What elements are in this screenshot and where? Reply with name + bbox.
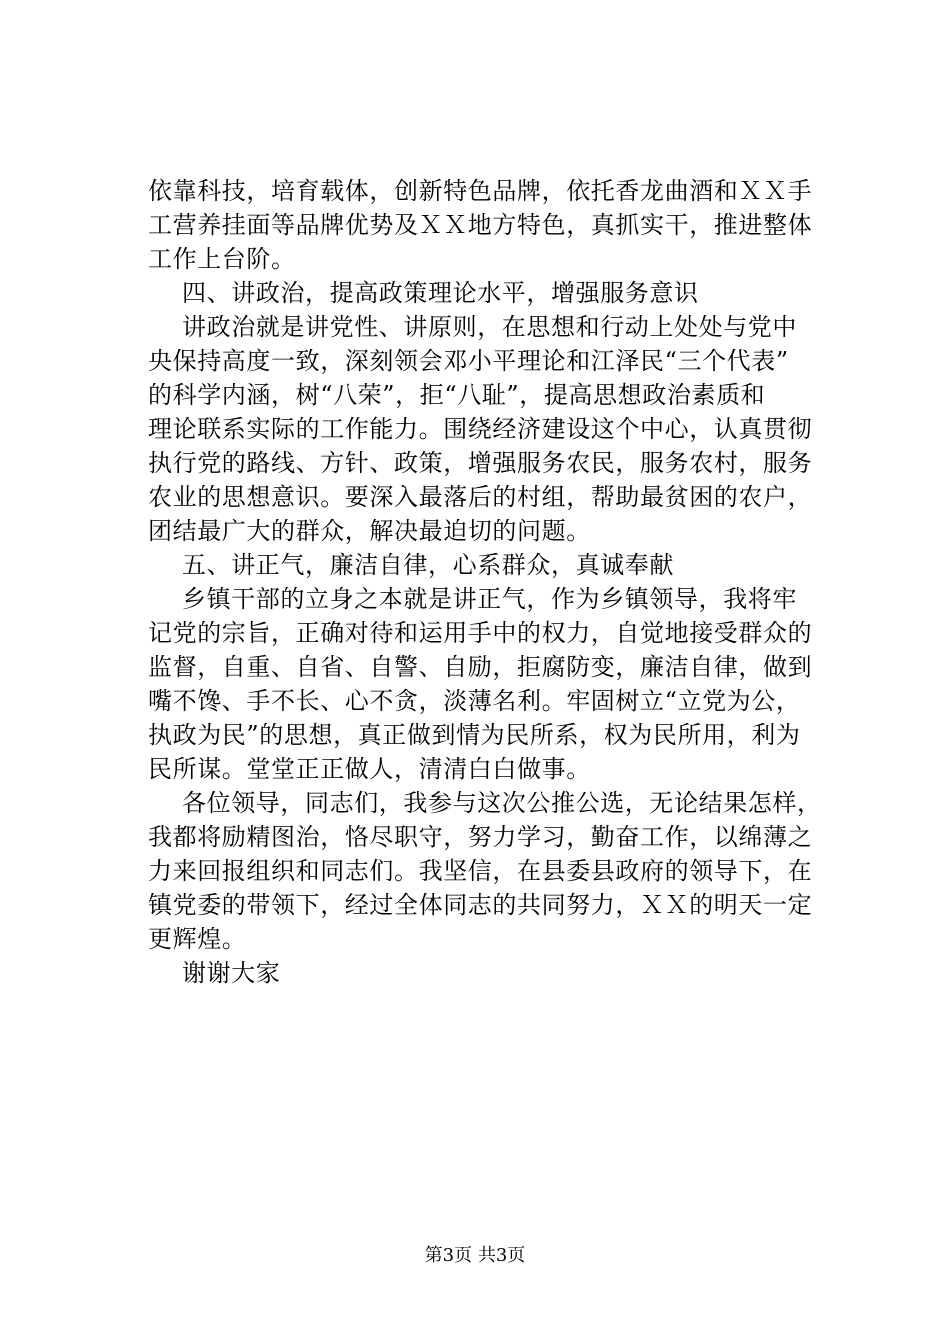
text-line: 我都将励精图治，恪尽职守，努力学习，勤奋工作，以绵薄之 bbox=[148, 823, 813, 851]
text-line: 执行党的路线、方针、政策，增强服务农民，服务农村，服务 bbox=[148, 449, 813, 477]
section-heading: 五、讲正气，廉洁自律，心系群众，真诚奉献 bbox=[182, 551, 674, 579]
text-line: 央保持高度一致，深刻领会邓小平理论和江泽民“三个代表” bbox=[148, 347, 789, 375]
document-body bbox=[148, 174, 838, 990]
text-line: 乡镇干部的立身之本就是讲正气，作为乡镇领导，我将牢 bbox=[182, 585, 797, 613]
text-line: 农业的思想意识。要深入最落后的村组，帮助最贫困的农户， bbox=[148, 483, 813, 511]
closing-line: 谢谢大家 bbox=[182, 959, 281, 987]
text-line: 各位领导，同志们，我参与这次公推公选，无论结果怎样， bbox=[182, 789, 822, 817]
text-line: 工营养挂面等品牌优势及ＸＸ地方特色，真抓实干，推进整体 bbox=[148, 211, 813, 239]
text-line: 力来回报组织和同志们。我坚信，在县委县政府的领导下，在 bbox=[148, 857, 813, 885]
text-line: 更辉煌。 bbox=[148, 925, 247, 953]
section-heading: 四、讲政治，提高政策理论水平，增强服务意识 bbox=[182, 279, 699, 307]
text-line: 执政为民”的思想，真正做到情为民所系，权为民所用，利为 bbox=[148, 721, 801, 749]
text-line: 团结最广大的群众，解决最迫切的问题。 bbox=[148, 517, 591, 545]
text-line: 理论联系实际的工作能力。围绕经济建设这个中心，认真贯彻 bbox=[148, 415, 813, 443]
text-line: 监督，自重、自省、自警、自励，拒腐防变，廉洁自律，做到 bbox=[148, 653, 813, 681]
text-line: 民所谋。堂堂正正做人，清清白白做事。 bbox=[148, 755, 591, 783]
text-line: 记党的宗旨，正确对待和运用手中的权力，自觉地接受群众的 bbox=[148, 619, 813, 647]
text-line: 依靠科技，培育载体，创新特色品牌，依托香龙曲酒和ＸＸ手 bbox=[148, 177, 813, 205]
text-line: 的科学内涵，树“八荣”，拒“八耻”，提高思想政治素质和 bbox=[148, 381, 766, 409]
text-line: 讲政治就是讲党性、讲原则，在思想和行动上处处与党中 bbox=[182, 313, 797, 341]
text-line: 嘴不馋、手不长、心不贪，淡薄名利。牢固树立“立党为公， bbox=[148, 687, 801, 715]
page-footer: 第3页 共3页 bbox=[424, 1245, 526, 1266]
text-line: 镇党委的带领下，经过全体同志的共同努力，ＸＸ的明天一定 bbox=[148, 891, 813, 919]
text-line: 工作上台阶。 bbox=[148, 245, 296, 273]
